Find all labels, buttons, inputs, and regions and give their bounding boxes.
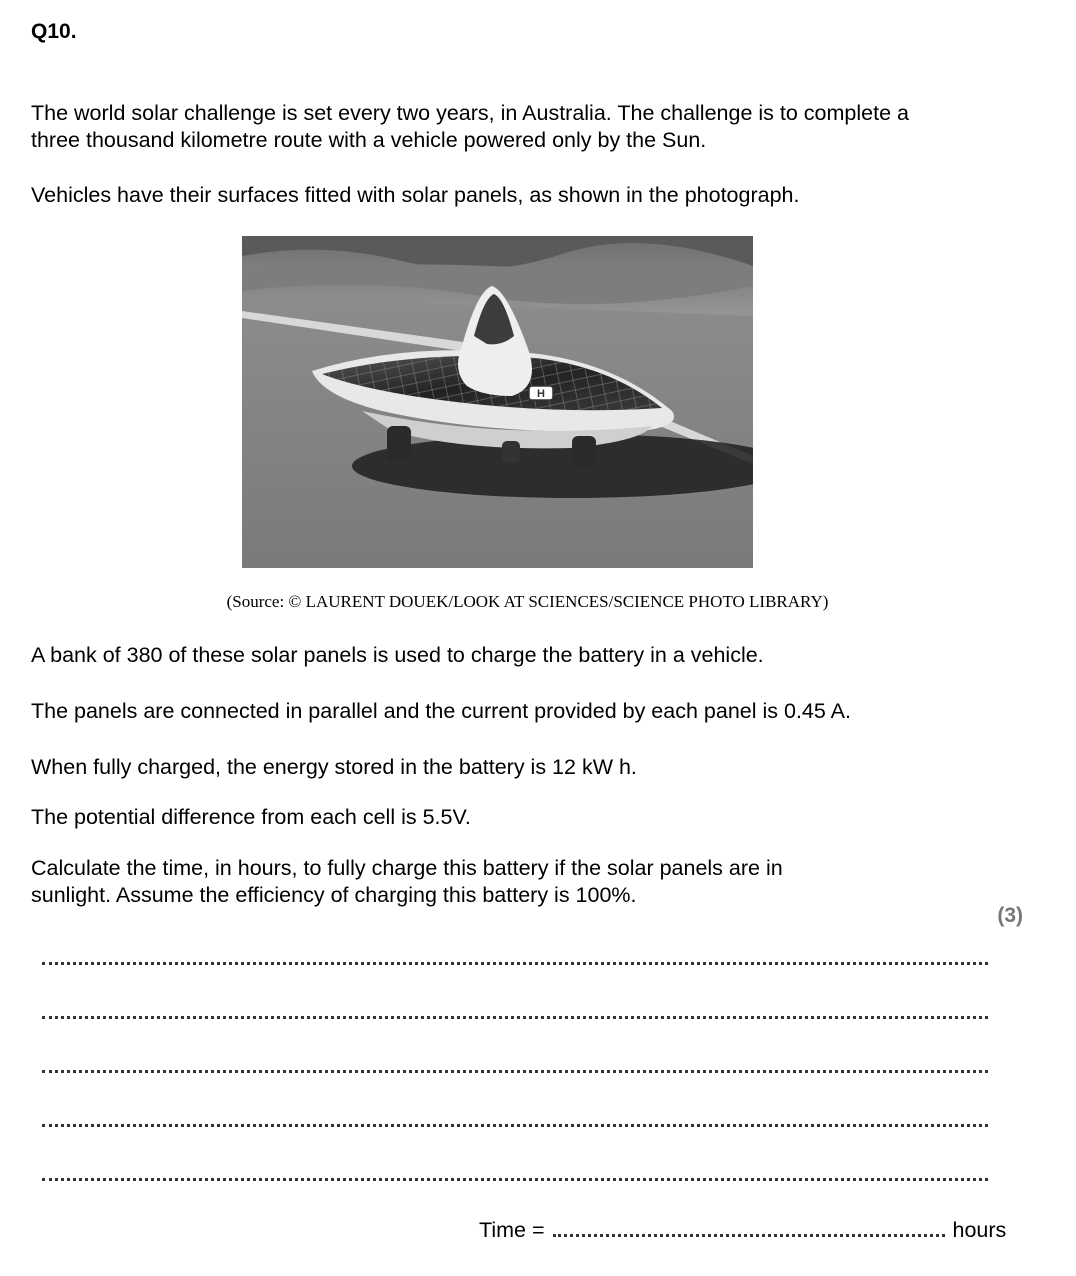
solar-car-illustration [242,236,753,568]
time-label: Time = [479,1218,545,1242]
photo-source-credit: (Source: © LAURENT DOUEK/LOOK AT SCIENCES/SCIENCE PHOTO LIBRARY) [226,592,829,611]
answer-line-5[interactable] [42,1178,988,1181]
solar-car-photo [242,236,753,568]
answer-line-2[interactable] [42,1016,988,1019]
fact-panel-current: The panels are connected in parallel and the current provided by each panel is 0.45 A. [31,699,851,723]
answer-line-1[interactable] [42,962,988,965]
photo-intro: Vehicles have their surfaces fitted with solar panels, as shown in the photograph. [31,183,800,207]
time-answer-row [479,1216,1006,1243]
question-number: Q10. [31,20,77,43]
fact-panel-count: A bank of 380 of these solar panels is used to charge the battery in a vehicle. [31,643,764,667]
intro-paragraph [31,100,1041,154]
task-paragraph [31,855,1041,909]
time-answer-field[interactable] [553,1216,945,1237]
intro-line-2: three thousand kilometre route with a vehicle powered only by the Sun. [31,128,707,152]
answer-line-4[interactable] [42,1124,988,1127]
svg-text:H: H [537,388,545,400]
fact-cell-voltage: The potential difference from each cell is 5.5V. [31,805,471,829]
marks-indicator: (3) [997,904,1023,927]
time-unit: hours [952,1218,1007,1242]
answer-line-3[interactable] [42,1070,988,1073]
task-line-1: Calculate the time, in hours, to fully charge this battery if the solar panels are in [31,856,783,880]
fact-battery-energy: When fully charged, the energy stored in the battery is 12 kW h. [31,755,637,779]
task-line-2: sunlight. Assume the efficiency of charging this battery is 100%. [31,883,637,907]
intro-line-1: The world solar challenge is set every two years, in Australia. The challenge is to complete a [31,101,909,125]
